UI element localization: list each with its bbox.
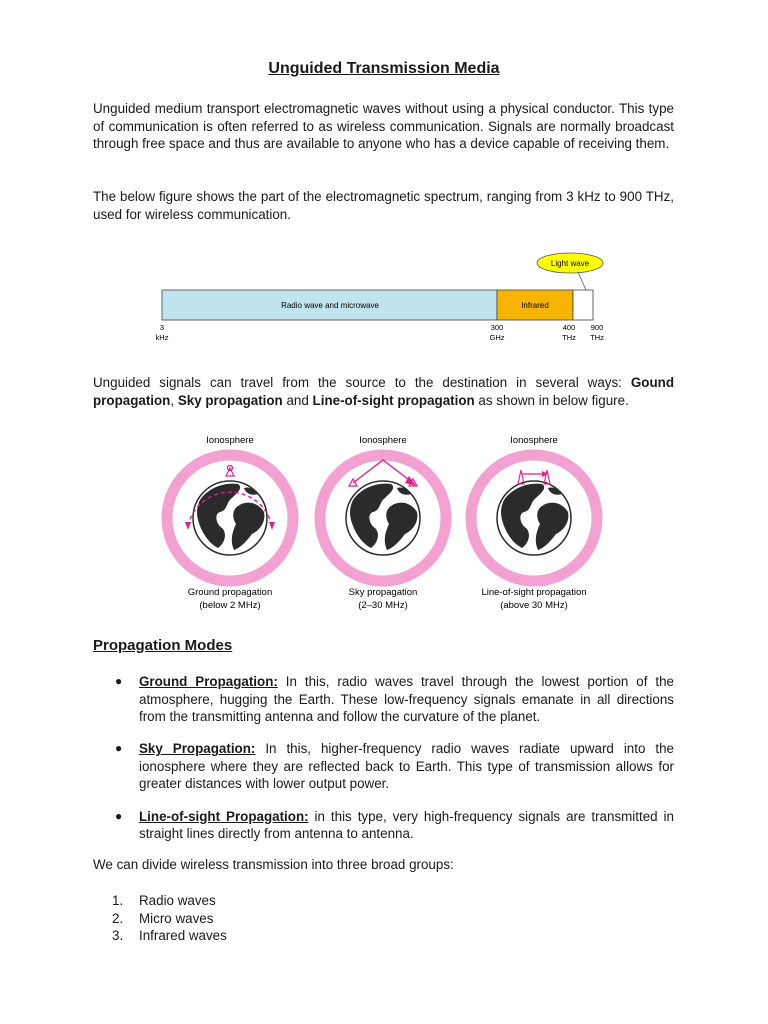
mode-term: Line-of-sight Propagation: xyxy=(139,808,309,824)
bullet-icon: ● xyxy=(115,741,123,756)
tick-unit-400: THz xyxy=(562,333,576,342)
list-item xyxy=(93,740,674,793)
tick-value-900: 900 xyxy=(590,323,604,332)
list-item xyxy=(93,808,674,843)
bullet-icon: ● xyxy=(115,808,123,823)
propagation-modes-list xyxy=(93,673,674,857)
ionosphere-label-los: Ionosphere xyxy=(510,435,558,446)
mode-description: In this, higher-frequency radio waves radiate upward into the ionosphere where they are reflected back to Earth. This type of transmission allows for greater distances with lower output power. xyxy=(139,741,674,792)
mode-description: In this, radio waves travel through the lowest portion of the atmosphere, hugging the Earth. These low-frequency signals emanate in all directions from the transmitting antenna and follow the curvature of the planet. xyxy=(139,674,675,725)
ground-propagation-range: (below 2 MHz) xyxy=(199,600,261,611)
light-band xyxy=(573,290,593,320)
list-item: 3. Infrared waves xyxy=(112,928,227,944)
tick-value-3: 3 xyxy=(159,323,165,332)
ground-propagation-diagram xyxy=(167,435,293,611)
intro-paragraph: Unguided medium transport electromagnetic waves without using a physical conductor. This type of communication is often referred to as wireless communication. Signals are normally broadcast through free space and thus are available to anyone who has a device capable of receiving them. xyxy=(93,101,674,152)
radio-band-label: Radio wave and microwave xyxy=(281,301,379,310)
list-item: 1. Radio waves xyxy=(112,893,216,908)
propagation-figure xyxy=(150,426,620,616)
tick-unit-900: THz xyxy=(590,333,604,342)
list-item xyxy=(93,673,674,726)
ground-propagation-name: Ground propagation xyxy=(187,587,273,598)
light-wave-label: Light wave xyxy=(550,259,590,268)
groups-list xyxy=(112,892,227,945)
mode-term: Sky Propagation: xyxy=(139,741,256,757)
los-propagation-diagram xyxy=(471,435,597,611)
page-title: Unguided Transmission Media xyxy=(268,60,500,77)
infrared-band-label: Infrared xyxy=(521,301,549,310)
los-propagation-range: (above 30 MHz) xyxy=(500,600,568,611)
bullet-icon: ● xyxy=(115,674,123,688)
sky-propagation-range: (2–30 MHz) xyxy=(358,600,408,611)
sky-propagation-name: Sky propagation xyxy=(348,587,418,598)
propagation-intro-paragraph: Unguided signals can travel from the source to the destination in several ways: Gound propagation, Sky propagation and Line-of-sight propagation as shown in below figure. xyxy=(93,375,674,408)
spectrum-intro-paragraph: The below figure shows the part of the electromagnetic spectrum, ranging from 3 kHz to 900 THz, used for wireless communication. xyxy=(93,189,674,222)
ionosphere-label-ground: Ionosphere xyxy=(206,435,254,446)
light-wave-callout xyxy=(537,253,603,290)
tick-value-400: 400 xyxy=(562,323,576,332)
tick-unit-300: GHz xyxy=(489,333,505,342)
mode-description: in this type, very high-frequency signals are transmitted in straight lines directly from antenna to antenna. xyxy=(139,808,674,842)
sky-propagation-diagram xyxy=(320,435,446,611)
tick-unit-3: kHz xyxy=(155,333,169,342)
tick-value-300: 300 xyxy=(490,323,504,332)
los-propagation-name: Line-of-sight propagation xyxy=(481,587,587,598)
groups-intro-paragraph: We can divide wireless transmission into three broad groups: xyxy=(93,857,454,872)
propagation-modes-heading: Propagation Modes xyxy=(93,637,233,654)
spectrum-figure xyxy=(140,250,620,350)
mode-term: Ground Propagation: xyxy=(139,674,278,689)
ionosphere-label-sky: Ionosphere xyxy=(359,435,407,446)
list-item: 2. Micro waves xyxy=(112,910,214,926)
